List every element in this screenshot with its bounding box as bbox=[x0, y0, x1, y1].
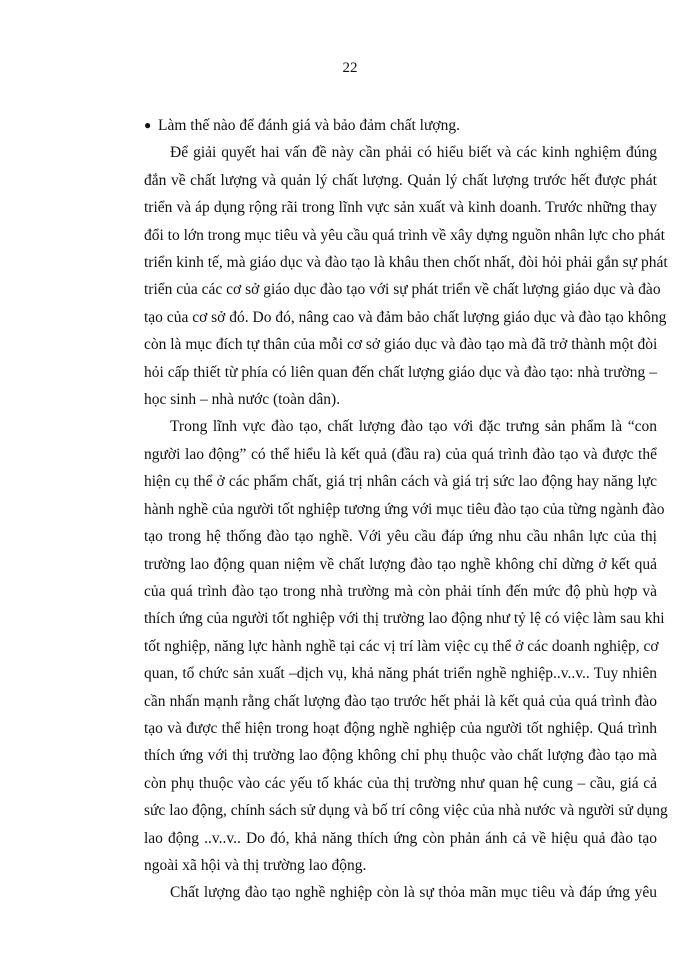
text-line: hành nghề của người tốt nghiệp tương ứng với mục tiêu đào tạo của từng ngành đào bbox=[144, 500, 665, 518]
bullet-item bbox=[144, 112, 657, 139]
text-line: tạo và được thể hiện trong hoạt động nghề nghiệp của người tốt nghiệp. Quá trình bbox=[144, 719, 657, 737]
text-line: tạo của cơ sở đó. Do đó, nâng cao và đảm bảo chất lượng giáo dục và đào tạo không bbox=[144, 308, 667, 326]
text-line: tốt nghiệp, năng lực hành nghề tại các vị trí làm việc cụ thể ở các doanh nghiệp, cơ bbox=[144, 637, 659, 655]
text-line: người lao động” có thể hiểu là kết quả (đầu ra) của quá trình đào tạo và được thể bbox=[144, 445, 657, 463]
text-line: tạo trong hệ thống đào tạo nghề. Với yêu cầu đáp ứng nhu cầu nhân lực của thị bbox=[144, 528, 657, 546]
text-line: còn phụ thuộc vào các yếu tố khác của thị trường như quan hệ cung – cầu, giá cả bbox=[144, 774, 657, 792]
paragraph bbox=[144, 879, 657, 906]
text-line: cần nhấn mạnh rằng chất lượng đào tạo trước hết phải là kết quả của quá trình đào bbox=[144, 692, 657, 710]
text-line: học sinh – nhà nước (toàn dân). bbox=[144, 391, 341, 409]
text-line: hỏi cấp thiết từ phía có liên quan đến chất lượng giáo dục và đào tạo: nhà trường – bbox=[144, 363, 657, 381]
text-line: trường lao động quan niệm về chất lượng đào tạo nghề không chỉ dừng ở kết quả bbox=[144, 555, 657, 573]
document-body bbox=[144, 112, 668, 907]
text-line: triển của các cơ sở giáo dục đào tạo với sự phát triển về chất lượng giáo dục và đào bbox=[144, 281, 661, 299]
paragraph bbox=[144, 139, 668, 413]
text-line: Để giải quyết hai vấn đề này cần phải có hiểu biết và các kinh nghiệm đúng bbox=[170, 144, 657, 162]
text-line: còn là mục đích tự thân của mỗi cơ sở giáo dục và đào tạo mà đã trở thành một đòi bbox=[144, 336, 658, 354]
text-line: của quá trình đào tạo trong nhà trường mà còn phải tính đến mức độ phù hợp và bbox=[144, 582, 657, 600]
text-line: đổi to lớn trong mục tiêu và yêu cầu quá trình về xây dựng nguồn nhân lực cho phát bbox=[144, 226, 665, 244]
text-line: thích ứng của người tốt nghiệp với thị trường lao động như tỷ lệ có việc làm sau khi bbox=[144, 610, 665, 628]
text-line: ngoài xã hội và thị trường lao động. bbox=[144, 856, 367, 874]
page-number: 22 bbox=[342, 60, 358, 76]
text-line: hiện cụ thể ở các phẩm chất, giá trị nhân cách và giá trị sức lao động hay năng lực bbox=[144, 473, 657, 491]
bullet-text: Làm thế nào để đánh giá và bảo đảm chất lượng. bbox=[158, 117, 460, 134]
text-line: triển kinh tế, mà giáo dục và đào tạo là khâu then chốt nhất, đòi hỏi phải gắn sự phát bbox=[144, 254, 668, 272]
text-line: quan, tổ chức sản xuất –dịch vụ, khả năng phát triển nghề nghiệp..v..v.. Tuy nhiên bbox=[144, 665, 657, 683]
text-line: đắn về chất lượng và quản lý chất lượng. Quản lý chất lượng trước hết được phát bbox=[144, 171, 657, 189]
bullet-icon: ● bbox=[144, 118, 152, 132]
text-line: thích ứng với thị trường lao động không chỉ phụ thuộc vào chất lượng đào tạo mà bbox=[144, 747, 657, 765]
text-line: lao động ..v..v.. Do đó, khả năng thích ứng còn phản ánh cả về hiệu quả đào tạo bbox=[144, 829, 657, 847]
text-line: Chất lượng đào tạo nghề nghiệp còn là sự thỏa mãn mục tiêu và đáp ứng yêu bbox=[170, 884, 657, 902]
paragraphs bbox=[144, 139, 668, 906]
text-line: sức lao động, chính sách sử dụng và bố trí công việc của nhà nước và người sử dụng bbox=[144, 802, 668, 820]
paragraph bbox=[144, 413, 668, 879]
text-line: triển và áp dụng rộng rãi trong lĩnh vực sản xuất và kinh doanh. Trước những thay bbox=[144, 199, 657, 217]
text-line: Trong lĩnh vực đào tạo, chất lượng đào tạo với đặc trưng sản phẩm là “con bbox=[170, 418, 657, 436]
